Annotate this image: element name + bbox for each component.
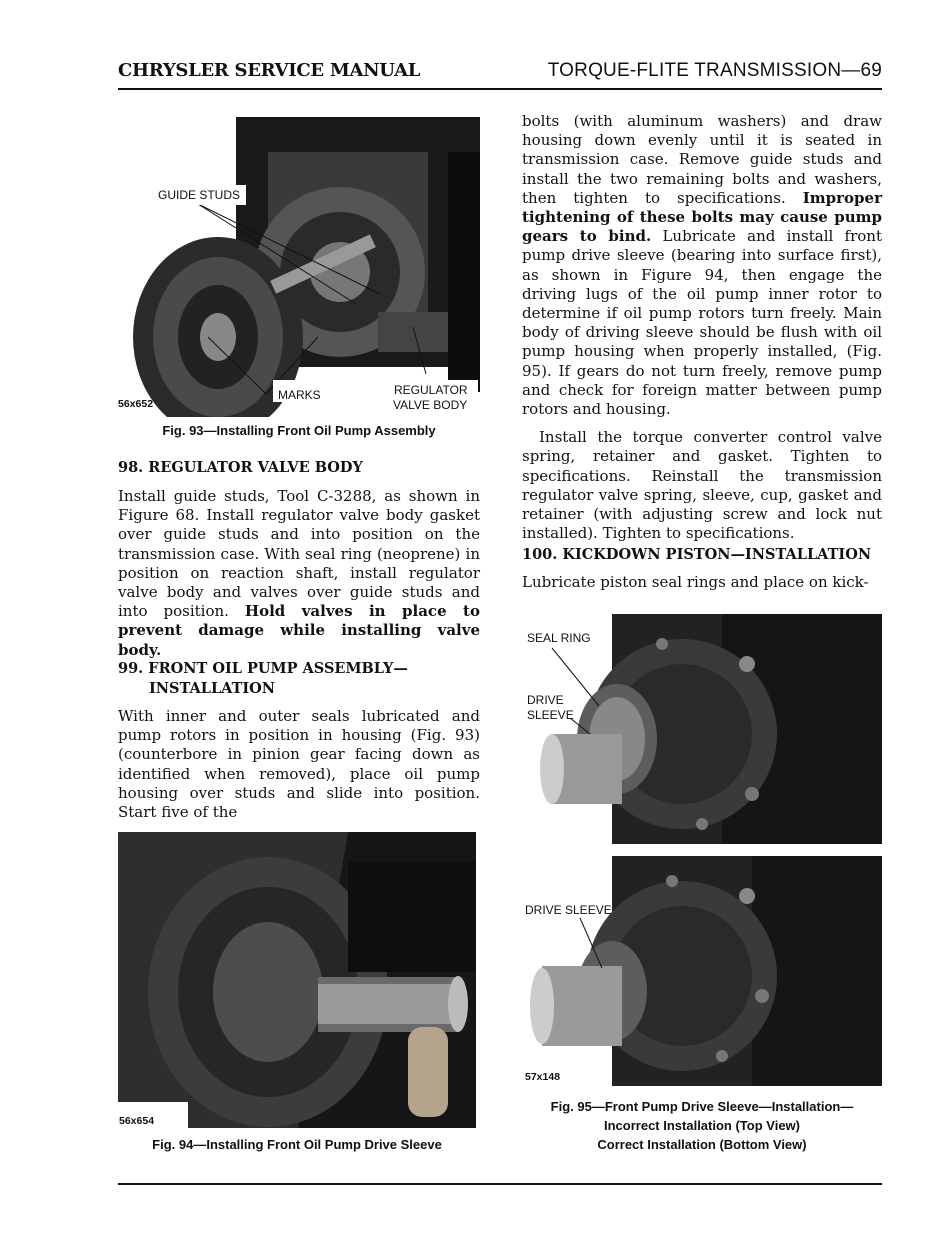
- sec99-text: With inner and outer seals lubricated and pump rotors in position in housing (Fig. 93) (counterbore in pinion gear facing down as identified when removed), place oil pump housing over studs and slide into position. Start five of the: [118, 707, 480, 822]
- fig94-caption: Fig. 94—Installing Front Oil Pump Drive Sleeve: [152, 1137, 442, 1152]
- fig95-bottom-photo: [522, 856, 882, 1086]
- footer-rule: [118, 1183, 882, 1185]
- sec99-body: [118, 707, 480, 822]
- sec100-body: [522, 573, 882, 592]
- manual-title: CHRYSLER SERVICE MANUAL: [118, 60, 421, 81]
- right-p1-a: bolts (with aluminum washers) and draw housing down evenly until it is seated in transmission case. Remove guide studs and install the two remaining bolts and washers, then tighten to specifications.: [522, 112, 882, 207]
- fig94-code: 56x654: [119, 1115, 155, 1127]
- fig95-code: 57x148: [525, 1071, 561, 1083]
- right-p1-b: Lubricate and install front pump drive sleeve (bearing into surface first), as shown in Figure 94, then engage the driving lugs of the oil pump inner rotor to determine if oil pump rotors turn freely. Main body of driving sleeve should be flush with oil pump housing when properly installed, (Fig. 95). If gears do not turn freely, remove pump and check for foreign matter between pump rotors and housing.: [522, 227, 882, 419]
- sec100-heading: 100. KICKDOWN PISTON—INSTALLATION: [522, 546, 872, 563]
- label-valve-body: VALVE BODY: [393, 398, 468, 412]
- label-seal-ring: SEAL RING: [527, 631, 591, 645]
- sec98-heading: 98. REGULATOR VALVE BODY: [118, 459, 363, 476]
- sec98-body: [118, 487, 480, 660]
- label-regulator: REGULATOR: [394, 383, 468, 397]
- sec99-heading-2: INSTALLATION: [149, 680, 276, 697]
- fig95-top-photo: [522, 614, 882, 844]
- label-guide-studs: GUIDE STUDS: [158, 188, 241, 202]
- fig94-photo: [118, 832, 476, 1128]
- right-p2: Install the torque converter control valve spring, retainer and gasket. Tighten to specifications. Reinstall the transmission regulator valve spring, sleeve, cup, gasket and retainer (with adjusting screw and lock nut installed). Tighten to specifications.: [522, 428, 882, 543]
- fig95-caption-3: Correct Installation (Bottom View): [597, 1137, 807, 1152]
- fig95-caption-1: Fig. 95—Front Pump Drive Sleeve—Installation—: [550, 1099, 854, 1114]
- label-drive-sleeve: DRIVE SLEEVE: [525, 903, 612, 917]
- fig93-code: 56x652: [118, 398, 154, 410]
- right-col-body: [522, 112, 882, 543]
- label-marks: MARKS: [278, 388, 321, 402]
- sec99-heading: 99. FRONT OIL PUMP ASSEMBLY—: [118, 660, 408, 677]
- fig95-caption-2: Incorrect Installation (Top View): [604, 1118, 800, 1133]
- label-drive-top: DRIVE: [527, 693, 564, 707]
- header-rule: [118, 88, 882, 90]
- sec98-text: Install guide studs, Tool C-3288, as shown in Figure 68. Install regulator valve body gasket over guide studs and into position on the transmission case. With seal ring (neoprene) in position on reaction shaft, install regulator valve body and valves over guide studs and into position.: [118, 487, 480, 621]
- right-p1-bold: Improper tightening of these bolts may cause pump gears to bind.: [522, 188, 882, 246]
- fig93-photo: [118, 112, 480, 417]
- label-sleeve-top: SLEEVE: [527, 708, 574, 722]
- sec98-bold: Hold valves in place to prevent damage while installing valve body.: [118, 602, 480, 659]
- sec100-text: Lubricate piston seal rings and place on kick-: [522, 573, 869, 591]
- fig93-caption: Fig. 93—Installing Front Oil Pump Assembly: [162, 423, 436, 438]
- page-title: TORQUE-FLITE TRANSMISSION—69: [547, 60, 882, 81]
